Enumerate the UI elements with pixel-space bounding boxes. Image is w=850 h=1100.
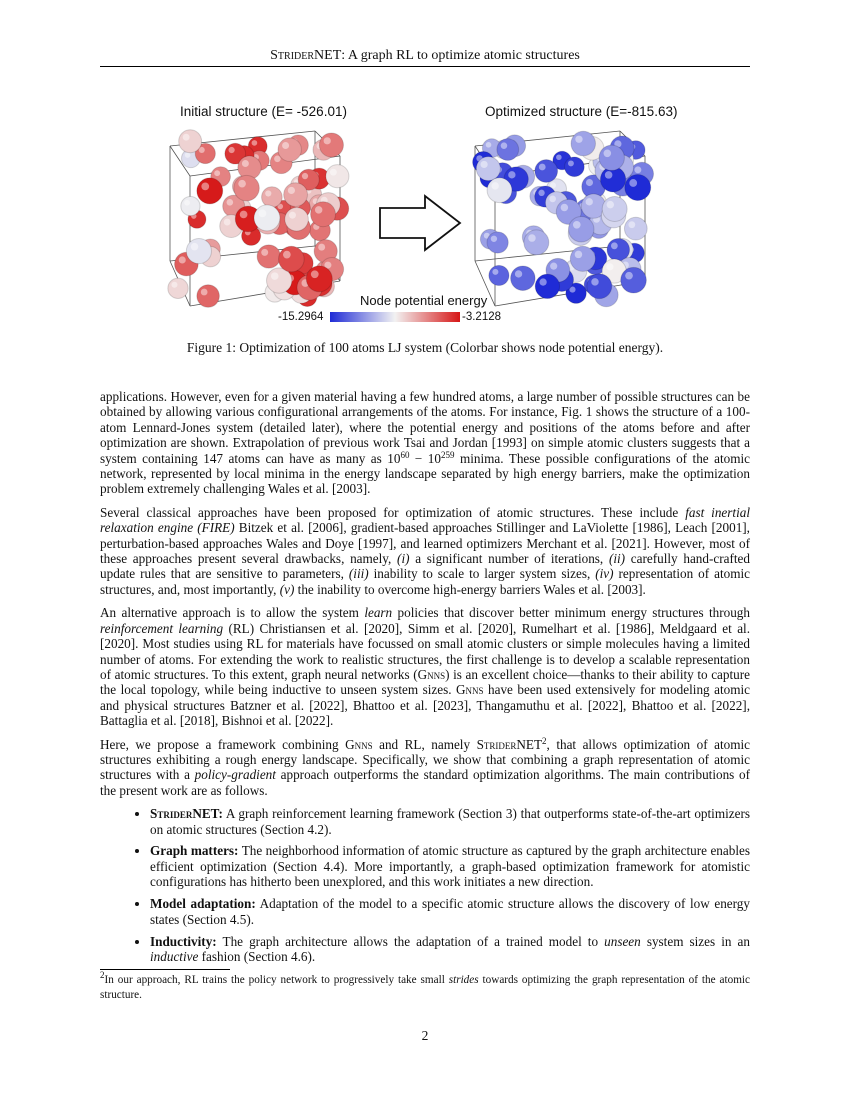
atom-highlight <box>625 272 633 280</box>
bullet-title: Inductivity: <box>150 933 217 949</box>
p3-text-b: policies that discover better minimum energy structures through <box>392 605 750 621</box>
atom-highlight <box>179 256 186 263</box>
p1-sup-2: 259 <box>441 449 455 460</box>
atom-sphere <box>524 230 549 255</box>
atom-highlight <box>271 272 279 280</box>
atom-highlight <box>539 164 546 171</box>
optimized-structure-box <box>473 131 654 307</box>
atom-highlight <box>501 142 508 149</box>
atom-sphere <box>284 183 308 207</box>
atom-highlight <box>184 200 190 206</box>
bullet-title: StriderNET: <box>150 806 223 822</box>
atom-highlight <box>492 269 498 275</box>
atom-highlight <box>629 179 637 187</box>
atom-highlight <box>575 251 583 259</box>
caption-suffix: atoms LJ system (Colorbar shows node potential energy). <box>348 340 664 355</box>
paragraph-3 <box>100 605 750 728</box>
atom-sphere <box>621 267 647 293</box>
footnote-mark: 2 <box>100 970 105 980</box>
atom-sphere <box>168 278 188 298</box>
figure-caption <box>100 339 750 357</box>
bullet-text-c: fashion (Section 4.6). <box>198 948 316 964</box>
contributions-list <box>100 806 750 964</box>
p4-sc-2: StriderNET <box>476 736 543 752</box>
atom-highlight <box>330 169 337 176</box>
p3-text-d: ) is an excellent choice—thanks to their ability to capture the local topology, while being inductive to unseen system sizes. <box>100 666 750 698</box>
atom-highlight <box>606 263 613 270</box>
p3-text-a: An alternative approach is to allow the system <box>100 605 365 621</box>
atom-highlight <box>634 166 641 173</box>
atom-sphere <box>599 145 624 170</box>
p1-text-mid: − 10 <box>409 450 441 466</box>
atom-sphere <box>319 133 343 157</box>
p4-sc-1: Gnns <box>345 736 373 752</box>
p4-em-1: policy-gradient <box>194 767 276 783</box>
atom-sphere <box>285 208 309 232</box>
atom-highlight <box>628 221 635 228</box>
atom-highlight <box>515 270 522 277</box>
list-item <box>150 843 750 889</box>
atom-sphere <box>306 266 332 292</box>
colorbar-max-label: -3.2128 <box>462 311 502 323</box>
footnote <box>100 970 750 1002</box>
atom-sphere <box>497 139 519 161</box>
p2-em-3: (ii) <box>608 551 626 567</box>
atom-highlight <box>171 282 177 288</box>
atom-highlight <box>191 243 199 251</box>
p2-em-6: (v) <box>279 581 295 597</box>
footnote-text-b: towards optimizing the graph representation of the atomic structure. <box>100 974 750 1001</box>
atom-highlight <box>528 234 535 241</box>
bullet-text: A graph reinforcement learning framework (Section 3) that outperforms state-of-the-art optimizers on atomic structures (Section 4.2). <box>150 806 750 837</box>
atom-sphere <box>254 205 280 231</box>
atom-sphere <box>487 232 508 253</box>
atom-sphere <box>511 266 536 291</box>
atom-highlight <box>586 198 593 205</box>
atom-highlight <box>242 160 249 167</box>
atom-highlight <box>550 263 557 270</box>
atom-sphere <box>197 178 223 204</box>
atom-sphere <box>326 165 349 188</box>
p2-text-f: representation of atomic structures, and, most importantly, <box>100 566 750 597</box>
p2-text-a: Several classical approaches have been proposed for optimization of atomic structures. These include <box>100 504 686 520</box>
p1-text-a: applications. However, even for a given material having a few hundred atoms, a large number of possible structures can be obtained by allowing various configurational arrangements of the atoms. For instance, Fig. 1 shows the structure of a 100-atom Lennard-Jones system (detailed later), where the potential energy and positions of the atoms before and after optimization are shown. Extrapolation of previous work Tsai and Jordan [1993] on simple atomic clusters suggests that a system containing 147 atoms can have as many as 10 <box>100 389 750 466</box>
p2-em-2: (i) <box>397 551 410 567</box>
atom-highlight <box>229 147 235 153</box>
p4-text-c: , that allows optimization of atomic structures exhibiting a rough energy landscape. Specifically, we show that combining a graph representation of atomic structures with a <box>100 736 750 783</box>
atom-highlight <box>605 171 613 179</box>
atom-highlight <box>508 171 515 178</box>
atom-sphere <box>565 157 585 177</box>
p3-em-2: reinforcement learning <box>100 620 224 636</box>
p3-text-e: have been used extensively for modeling atomic and physical structures Batzner et al. [2022], Bhattoo et al. [2023], Thangamuthu et al. [2022], Bhattoo et al. [2022], Battaglia et al. [2018], Bishnoi et al. [2022]. <box>100 682 750 729</box>
footnote-rule <box>100 969 230 970</box>
p2-text-b: Bitzek et al. [2006], gradient-based approaches Stillinger and LaViolette [1986], Leach [2001], perturbation-based approaches Wales and Doye [1997], and learned optimizers Merchant et al. [2021]. However, most of these approaches present several drawbacks, namely, <box>100 520 750 567</box>
atom-highlight <box>486 142 492 148</box>
atom-sphere <box>197 285 220 308</box>
atom-highlight <box>201 182 209 190</box>
atom-highlight <box>238 180 246 188</box>
list-item <box>150 806 750 837</box>
initial-structure-box <box>168 130 349 307</box>
colorbar-min-label: -15.2964 <box>278 311 324 323</box>
p2-text-g: the inability to overcome high-energy barriers Wales et al. [2003]. <box>294 581 646 597</box>
header-rule <box>100 66 750 67</box>
atom-sphere <box>311 202 336 227</box>
paragraph-1 <box>100 389 750 497</box>
atom-highlight <box>539 278 546 285</box>
atom-highlight <box>224 219 231 226</box>
p4-text-a: Here, we propose a framework combining <box>100 736 346 752</box>
header-title-rest: : A graph RL to optimize atomic structures <box>341 48 580 63</box>
footnote-em: strides <box>448 974 479 986</box>
atom-highlight <box>311 270 319 278</box>
list-item <box>150 934 750 965</box>
atom-sphere <box>624 217 647 240</box>
atom-highlight <box>491 236 497 242</box>
p2-em-1: fast inertial relaxation engine (FIRE) <box>100 504 750 536</box>
atom-highlight <box>604 150 612 158</box>
atom-highlight <box>318 244 325 251</box>
p2-text-d: carefully hand-crafted update rules that are sensitive to parameters, <box>100 551 750 582</box>
atom-sphere <box>602 197 627 222</box>
bullet-text-b: system sizes in an <box>640 933 750 949</box>
atom-highlight <box>549 196 556 203</box>
p2-text-c: a significant number of iterations, <box>409 551 609 567</box>
atom-sphere <box>535 274 559 298</box>
colorbar <box>330 312 460 322</box>
p1-text-b: minima. These possible configurations of the atomic network, represented by local minima in the energy landscape separated by high energy barriers, make the optimization problem extremely challenging Wales et al. [2003]. <box>100 450 750 497</box>
atom-sphere <box>487 178 512 203</box>
p4-text-b: and RL, namely <box>372 736 477 752</box>
atom-highlight <box>538 190 544 196</box>
p2-em-5: (iv) <box>595 566 614 582</box>
atom-sphere <box>279 246 305 272</box>
bullet-title: Graph matters: <box>150 843 239 859</box>
right-arrow-icon <box>380 196 460 250</box>
atom-highlight <box>573 221 581 229</box>
atom-sphere <box>181 196 200 215</box>
atom-sphere <box>179 130 202 153</box>
atom-sphere <box>625 175 651 201</box>
caption-prefix: Figure 1: Optimization of <box>186 340 329 355</box>
atom-sphere <box>186 238 211 263</box>
atom-highlight <box>289 212 296 219</box>
p4-footnote-mark: 2 <box>542 735 547 746</box>
atom-sphere <box>571 131 595 155</box>
atom-sphere <box>568 217 594 243</box>
atom-highlight <box>324 137 331 144</box>
atom-highlight <box>556 154 562 160</box>
atom-sphere <box>257 245 280 268</box>
p2-em-4: (iii) <box>348 566 369 582</box>
bullet-em-2: inductive <box>150 948 199 964</box>
atom-highlight <box>591 278 598 285</box>
paragraph-2 <box>100 505 750 597</box>
p3-sc-2: Gnns <box>456 682 484 698</box>
atom-sphere <box>570 246 595 271</box>
bullet-text-a: The graph architecture allows the adaptation of a trained model to <box>216 933 605 949</box>
bullet-em-1: unseen <box>604 933 641 949</box>
atom-highlight <box>568 160 574 166</box>
atom-highlight <box>315 206 322 213</box>
atom-highlight <box>480 161 487 168</box>
atom-highlight <box>227 199 234 206</box>
bullet-text: Adaptation of the model to a specific atomic structure allows the discovery of low energy states (Section 4.5). <box>150 896 750 927</box>
p2-text-e: inability to scale to larger system sizes, <box>368 566 596 582</box>
paragraph-4 <box>100 737 750 799</box>
atom-highlight <box>561 204 568 211</box>
atom-highlight <box>240 211 248 219</box>
body-text <box>100 389 750 971</box>
p4-text-d: approach outperforms the standard optimization algorithms. The main contributions of the present work are as follows. <box>100 767 750 798</box>
atom-highlight <box>575 136 582 143</box>
p1-sup-1: 60 <box>400 449 410 460</box>
header-title-smallcaps: StriderNET <box>270 48 342 63</box>
list-item <box>150 896 750 927</box>
atom-highlight <box>586 179 593 186</box>
atom-highlight <box>252 140 258 146</box>
atom-sphere <box>234 175 259 200</box>
atom-highlight <box>607 201 614 208</box>
atom-sphere <box>278 138 301 161</box>
atom-highlight <box>183 134 190 141</box>
p3-text-c: (RL) Christiansen et al. [2020], Simm et al. [2020], Rumelhart et al. [1986], Meldgaard et al. [2020]. Most studies using RL for materials have focussed on small atomic clusters or simple molecules having a limited number of atoms. For extending the work to realistic structures, the first challenge is to develop a scalable representation of atomic structures. To this extent, graph neural networks ( <box>100 620 751 682</box>
atom-sphere <box>489 265 509 285</box>
left-panel-title: Initial structure (E= -526.01) <box>180 104 347 119</box>
atom-highlight <box>214 170 220 176</box>
figure-1 <box>150 96 700 336</box>
atom-highlight <box>611 242 618 249</box>
caption-number: 100 <box>328 340 349 355</box>
footnote-text-a: In our approach, RL trains the policy network to progressively take small <box>104 974 449 986</box>
atom-highlight <box>491 182 498 189</box>
p3-sc-1: Gnns <box>417 666 446 682</box>
atom-highlight <box>261 249 268 256</box>
atom-highlight <box>201 289 208 296</box>
p3-em-1: learn <box>364 605 393 621</box>
bullet-text: The neighborhood information of atomic structure as captured by the graph architecture enables efficient optimization (Section 4.4). More importantly, a graph-based optimization framework for atomistic configurations has hitherto been unexplored, and this work initiates a new direction. <box>150 843 750 890</box>
running-header <box>100 47 750 65</box>
atom-highlight <box>288 187 295 194</box>
right-panel-title: Optimized structure (E=-815.63) <box>485 104 678 119</box>
atom-highlight <box>265 190 271 196</box>
bullet-title: Model adaptation: <box>150 896 256 912</box>
atom-highlight <box>282 142 289 149</box>
atom-sphere <box>535 160 558 183</box>
atom-highlight <box>283 251 291 259</box>
atom-highlight <box>259 209 267 217</box>
page-number: 2 <box>421 1028 429 1043</box>
atom-sphere <box>476 157 500 181</box>
colorbar-label: Node potential energy <box>360 293 488 308</box>
atom-highlight <box>302 173 308 179</box>
atom-sphere <box>587 274 612 299</box>
atom-sphere <box>262 187 283 208</box>
